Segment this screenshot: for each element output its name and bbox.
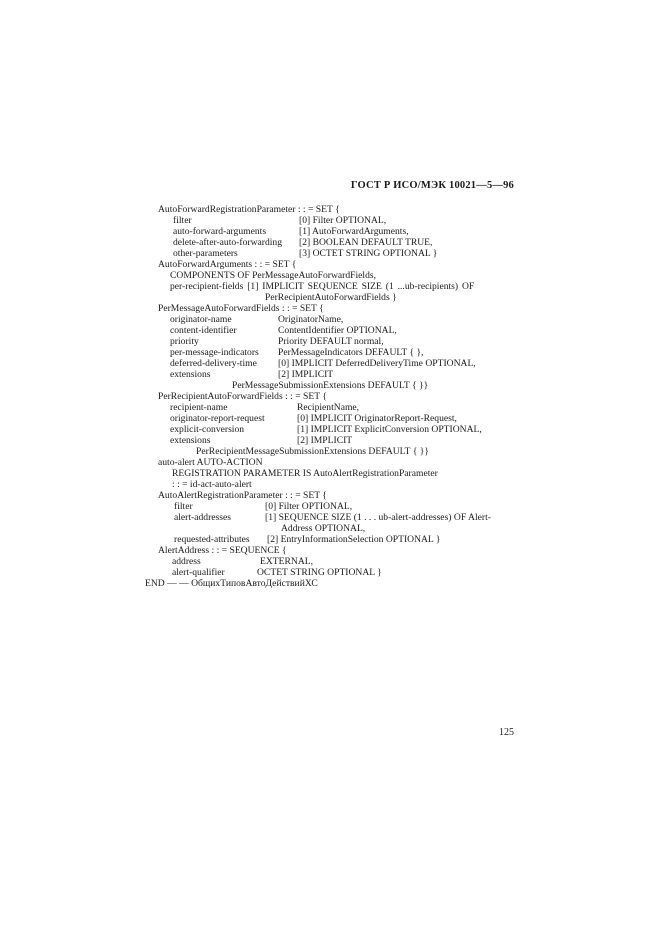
code-line: recipient-name [170,402,228,413]
code-line: requested-attributes [174,534,250,545]
code-line-value: OCTET STRING OPTIONAL } [257,567,382,578]
code-line: AutoForwardArguments : : = SET { [158,259,297,270]
code-line: extensions [170,369,211,380]
code-line-value: [0] Filter OPTIONAL, [299,215,387,226]
code-line: per-message-indicators [170,347,259,358]
code-line: PerMessageSubmissionExtensions DEFAULT { }} [232,380,429,391]
page-header: ГОСТ Р ИСО/МЭК 10021—5—96 [350,180,514,191]
code-line: priority [170,336,199,347]
code-line: PerRecipientMessageSubmissionExtensions DEFAULT { }} [196,446,429,457]
code-line: content-identifier [170,325,237,336]
code-line: COMPONENTS OF PerMessageAutoForwardFields, [170,270,376,281]
code-line-value: [1] SEQUENCE SIZE (1 . . . ub-alert-addresses) OF Alert- [265,512,491,523]
code-line: alert-addresses [174,512,232,523]
code-line: originator-report-request [170,413,265,424]
code-line: AlertAddress : : = SEQUENCE { [158,545,287,556]
page-number: 125 [499,727,514,738]
code-line: REGISTRATION PARAMETER IS AutoAlertRegistrationParameter [172,468,438,479]
code-line-value: [0] Filter OPTIONAL, [265,501,353,512]
code-line: auto-alert AUTO-ACTION [158,457,263,468]
code-line-value: [2] IMPLICIT [297,435,353,446]
code-line: filter [173,215,192,226]
code-line-value: RecipientName, [297,402,360,413]
code-line-value: [0] IMPLICIT OriginatorReport-Request, [297,413,457,424]
code-line-value: Priority DEFAULT normal, [278,336,384,347]
code-line-value: EXTERNAL, [260,556,314,567]
code-line: other-parameters [173,248,238,259]
code-line: filter [174,501,193,512]
code-line: extensions [170,435,211,446]
code-line: Address OPTIONAL, [281,523,366,534]
code-line: alert-qualifier [172,567,225,578]
code-line: AutoAlertRegistrationParameter : : = SET { [158,490,327,501]
code-line-value: [2] EntryInformationSelection OPTIONAL } [267,534,441,545]
code-line: deferred-delivery-time [170,358,257,369]
code-line: per-recipient-fields [1] IMPLICIT SEQUENCE SIZE (1 ...ub-recipients) OF [170,281,475,292]
code-line: AutoForwardRegistrationParameter : : = SET { [158,204,340,215]
code-line-value: [2] IMPLICIT [278,369,334,380]
code-line-value: [2] BOOLEAN DEFAULT TRUE, [299,237,433,248]
code-line-value: [1] AutoForwardArguments, [299,226,409,237]
code-line-value: ContentIdentifier OPTIONAL, [278,325,397,336]
code-line: PerMessageAutoForwardFields : : = SET { [158,303,324,314]
code-line: PerRecipientAutoForwardFields } [265,292,397,303]
code-line-value: [3] OCTET STRING OPTIONAL } [299,248,438,259]
code-line-value: OriginatorName, [278,314,344,325]
code-line: PerRecipientAutoForwardFields : : = SET { [158,391,327,402]
code-line-value: [1] IMPLICIT ExplicitConversion OPTIONAL, [297,424,482,435]
code-line: explicit-conversion [170,424,245,435]
code-line: originator-name [170,314,232,325]
code-line: auto-forward-arguments [173,226,267,237]
code-line: : : = id-act-auto-alert [172,479,252,490]
code-line: address [172,556,201,567]
code-line: delete-after-auto-forwarding [173,237,283,248]
code-line-end: END — — ОбщихТиповАвтоДействийХС [145,578,318,589]
code-line-value: [0] IMPLICIT DeferredDeliveryTime OPTIONAL, [278,358,476,369]
code-line-value: PerMessageIndicators DEFAULT { }, [278,347,424,358]
